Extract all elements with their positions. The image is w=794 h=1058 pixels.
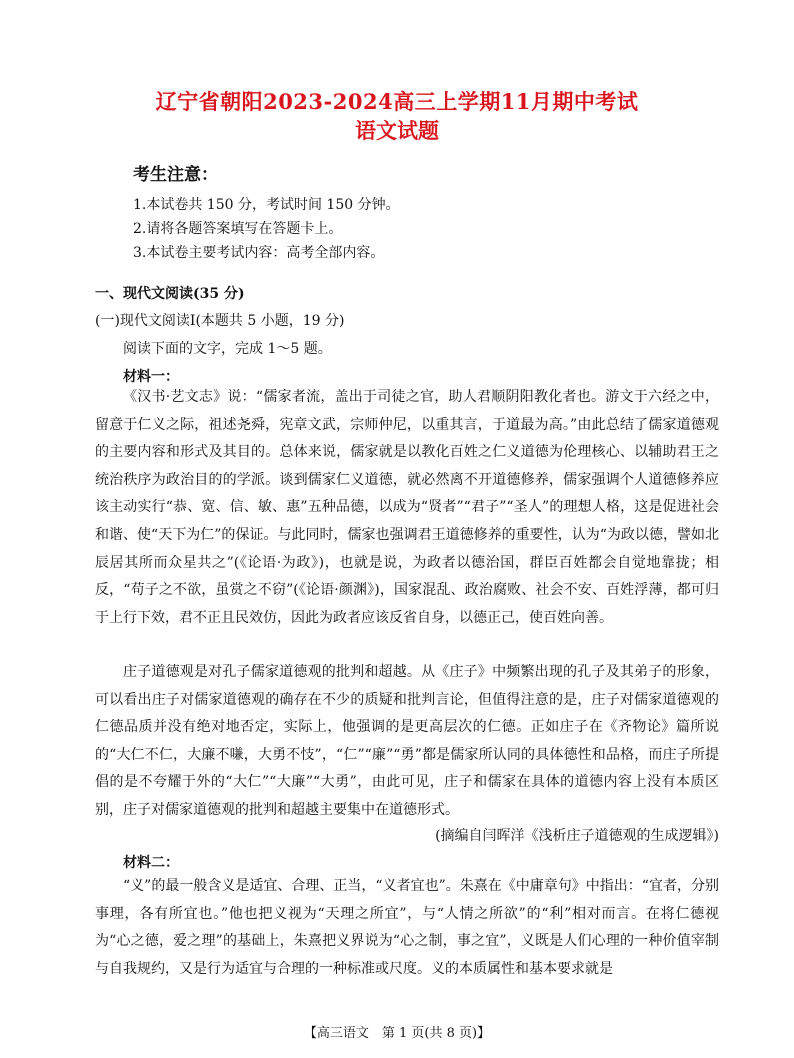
material-two-paragraph-1: “义”的最一般含义是适宜、合理、正当，“义者宜也”。朱熹在《中庸章句》中指出：“宜者，分别事理，各有所宜也。”他也把义视为“天理之所宜”，与“人情之所欲”的“利”相对而言。在将仁德视为“心之德，爱之理”的基础上，朱熹把义界说为“心之制，事之宜”，义既是人们心理的一种价值宰制与自我规约，又是行为适宜与合理的一种标准或尺度。义的本质属性和基本要求就是	[95, 878, 719, 977]
notice-item: 3.本试卷主要考试内容：高考全部内容。	[133, 245, 385, 261]
section-title: 一、现代文阅读(35 分)	[95, 286, 245, 302]
material-one-paragraph-1: 《汉书·艺文志》说：“儒家者流，盖出于司徒之官，助人君顺阴阳教化者也。游文于六经之中，留意于仁义之际，祖述尧舜，宪章文武，宗师仲尼，以重其言，于道最为高。”由此总结了儒家道德观的主要内容和形式及其目的。总体来说，儒家就是以教化百姓之仁义道德为伦理核心、以辅助君王之统治秩序为政治目的的学派。谈到儒家仁义道德，就必然离不开道德修养，儒家强调个人道德修养应该主动实行“恭、宽、信、敏、惠”五种品德，以成为“贤者”“君子”“圣人”的理想人格，这是促进社会和谐、使“天下为仁”的保证。与此同时，儒家也强调君王道德修养的重要性，认为“为政以德，譬如北辰居其所而众星共之”(《论语·为政》)，也就是说，为政者以德治国，群臣百姓都会自觉地靠拢；相反，“苟子之不欲，虽赏之不窃”(《论语·颜渊》)，国家混乱、政治腐败、社会不安、百姓浮薄，都可归于上行下效，君不正且民效仿，因此为政者应该反省自身，以德正己，使百姓向善。	[95, 389, 719, 626]
material-two-label: 材料二：	[123, 855, 179, 871]
material-one-label: 材料一：	[123, 369, 179, 385]
candidate-notice	[133, 160, 400, 265]
notice-heading: 考生注意：	[133, 165, 218, 185]
exam-subtitle: 语文试题	[355, 118, 439, 143]
exam-title: 辽宁省朝阳2023-2024高三上学期11月期中考试	[155, 89, 639, 114]
material-one-source: (摘编自闫晖洋《浅析庄子道德观的生成逻辑》)	[435, 828, 719, 844]
page-footer: 【高三语文 第 1 页(共 8 页)】	[303, 1026, 491, 1041]
subsection-title: (一)现代文阅读Ⅰ(本题共 5 小题，19 分)	[95, 313, 345, 329]
reading-instruction: 阅读下面的文字，完成 1～5 题。	[123, 341, 332, 357]
notice-item: 2.请将各题答案填写在答题卡上。	[133, 221, 343, 237]
notice-item: 1.本试卷共 150 分，考试时间 150 分钟。	[133, 197, 400, 213]
material-one-paragraph-2: 庄子道德观是对孔子儒家道德观的批判和超越。从《庄子》中频繁出现的孔子及其弟子的形象，可以看出庄子对儒家道德观的确存在不少的质疑和批判言论，但值得注意的是，庄子对儒家道德观的仁德品质并没有绝对地否定，实际上，他强调的是更高层次的仁德。正如庄子在《齐物论》篇所说的“大仁不仁，大廉不嗛，大勇不忮”，“仁”“廉”“勇”都是儒家所认同的具体德性和品格，而庄子所提倡的是不夸耀于外的“大仁”“大廉”“大勇”，由此可见，庄子和儒家在具体的道德内容上没有本质区别，庄子对儒家道德观的批判和超越主要集中在道德形式。	[95, 664, 719, 818]
